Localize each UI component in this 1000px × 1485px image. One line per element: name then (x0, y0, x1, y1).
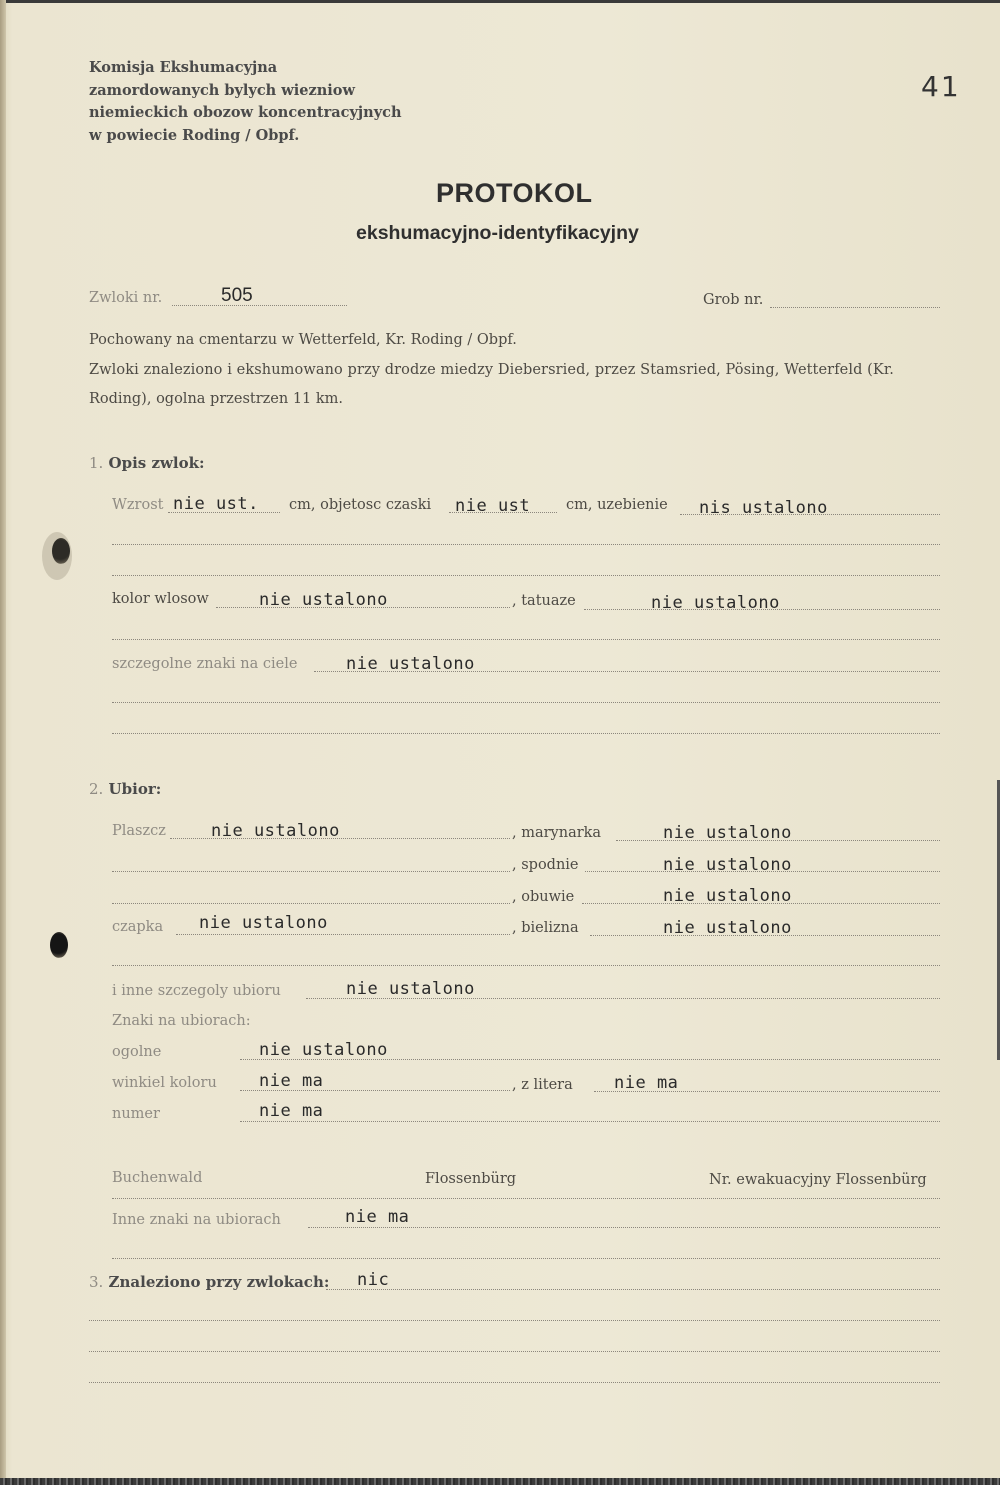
ogolne-label: ogolne (112, 1044, 162, 1060)
tatuaze-value: nie ustalono (651, 593, 780, 613)
blank-line (112, 1258, 940, 1259)
section-2-heading (89, 780, 161, 798)
czapka-line (176, 934, 510, 935)
section-3-title: Znaleziono przy zwlokach: (108, 1273, 330, 1291)
blank-line (112, 544, 940, 545)
numer-label: numer (112, 1106, 160, 1122)
winkiel-label: winkiel koloru (112, 1075, 217, 1091)
org-header (89, 57, 402, 147)
numer-line (240, 1121, 940, 1122)
czapka-label: czapka (112, 919, 164, 935)
inne-znaki-value: nie ma (345, 1207, 410, 1227)
zwloki-label: Zwloki nr. (89, 290, 163, 306)
winkiel-value: nie ma (259, 1071, 324, 1091)
page-number: 41 (921, 70, 961, 103)
plaszcz-label: Plaszcz (112, 823, 166, 839)
czaska-label: cm, objetosc czaski (289, 497, 432, 513)
czaska-value: nie ust (455, 496, 531, 516)
document-subtitle: ekshumacyjno-identyfikacyjny (356, 222, 639, 244)
section-1-heading (89, 454, 205, 472)
litera-value: nie ma (614, 1073, 679, 1093)
bottom-edge (0, 1478, 1000, 1485)
ewakuacyjny-label: Nr. ewakuacyjny Flossenbürg (709, 1172, 927, 1188)
blank-line (89, 1382, 940, 1383)
plaszcz-value: nie ustalono (211, 821, 340, 841)
grob-label: Grob nr. (703, 292, 764, 308)
ogolne-value: nie ustalono (259, 1040, 388, 1060)
section-2-number: 2. (89, 780, 104, 798)
znaki-na-ubiorach-label: Znaki na ubiorach: (112, 1013, 251, 1029)
org-line-3: niemieckich obozow koncentracyjnych (89, 104, 402, 121)
znaki-label: szczegolne znaki na ciele (112, 656, 298, 672)
inne-znaki-label: Inne znaki na ubiorach (112, 1212, 281, 1228)
spodnie-value: nie ustalono (663, 855, 792, 875)
bielizna-value: nie ustalono (663, 918, 792, 938)
section-3-heading (89, 1273, 329, 1291)
kolor-value: nie ustalono (259, 590, 388, 610)
blank-line (112, 733, 940, 734)
obuwie-value: nie ustalono (663, 886, 792, 906)
section-1-number: 1. (89, 454, 104, 472)
blank-line (112, 871, 510, 872)
burial-line-1: Pochowany na cmentarzu w Wetterfeld, Kr. Roding / Obpf. (89, 332, 517, 348)
section-1-title: Opis zwlok: (108, 454, 205, 472)
flossenburg-label: Flossenbürg (425, 1171, 517, 1187)
blank-line (112, 903, 510, 904)
org-line-1: Komisja Ekshumacyjna (89, 59, 278, 76)
blank-line (112, 1198, 940, 1199)
blank-line (112, 702, 940, 703)
litera-label: , z litera (512, 1077, 573, 1093)
obuwie-label: , obuwie (512, 889, 575, 905)
burial-line-2: Zwloki znaleziono i ekshumowano przy drodze miedzy Diebersried, przez Stamsried, Pösing, Wetterfeld (Kr. (89, 362, 895, 378)
buchenwald-label: Buchenwald (112, 1170, 203, 1186)
inne-label: i inne szczegoly ubioru (112, 983, 281, 999)
inne-value: nie ustalono (346, 979, 475, 999)
blank-line (112, 575, 940, 576)
blank-line (89, 1351, 940, 1352)
zwloki-line (172, 305, 347, 306)
czapka-value: nie ustalono (199, 913, 328, 933)
uzebienie-value: nis ustalono (699, 498, 828, 518)
marynarka-value: nie ustalono (663, 823, 792, 843)
smudge (42, 532, 72, 580)
document-title: PROTOKOL (436, 178, 593, 208)
grob-line (770, 307, 940, 308)
kolor-label: kolor wlosow (112, 591, 209, 607)
uzebienie-label: cm, uzebienie (566, 497, 668, 513)
spodnie-label: , spodnie (512, 857, 579, 873)
blank-line (112, 965, 940, 966)
blank-line (112, 639, 940, 640)
marynarka-label: , marynarka (512, 825, 602, 841)
org-line-2: zamordowanych bylych wiezniow (89, 81, 355, 99)
left-edge (0, 0, 6, 1485)
section-2-title: Ubior: (108, 780, 162, 798)
zwloki-value: 505 (221, 285, 253, 306)
wzrost-label: Wzrost (112, 497, 164, 513)
bielizna-label: , bielizna (512, 920, 579, 936)
blank-line (89, 1320, 940, 1321)
inne-znaki-line (308, 1227, 940, 1228)
numer-value: nie ma (259, 1101, 324, 1121)
burial-line-3: Roding), ogolna przestrzen 11 km. (89, 391, 344, 407)
org-line-4: w powiecie Roding / Obpf. (89, 126, 300, 144)
section-3-number: 3. (89, 1273, 104, 1291)
tatuaze-label: , tatuaze (512, 593, 576, 609)
section-3-line (326, 1289, 940, 1290)
punch-hole-bottom (50, 932, 68, 958)
wzrost-value: nie ust. (173, 494, 259, 514)
top-edge (0, 0, 1000, 3)
section-3-value: nic (357, 1270, 390, 1290)
znaki-value: nie ustalono (346, 654, 475, 674)
